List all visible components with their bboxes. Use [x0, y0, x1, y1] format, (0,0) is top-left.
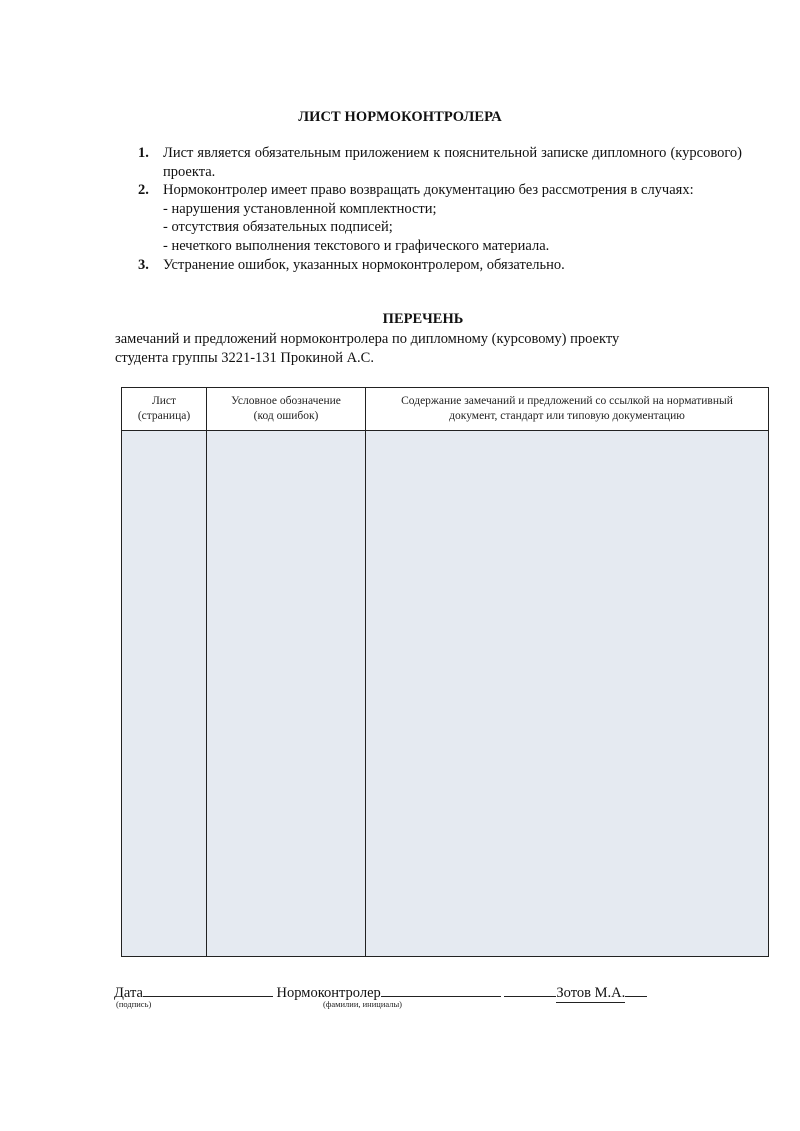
- content-cell[interactable]: [366, 431, 769, 957]
- controller-label: Нормоконтролер: [276, 985, 381, 1001]
- rule-number: 2.: [138, 182, 149, 199]
- rule-item-2: [136, 181, 742, 255]
- list-subtitle-line: замечаний и предложений нормоконтролера по дипломному (курсовому) проекту: [115, 331, 620, 347]
- rule-sub-item: - нечеткого выполнения текстового и графического материала.: [163, 237, 550, 254]
- controller-signature-line[interactable]: [381, 982, 501, 997]
- rule-text: Лист является обязательным приложением к пояснительной записке дипломного (курсового) проекта.: [163, 145, 742, 180]
- rule-number: 3.: [138, 256, 149, 273]
- rule-sub-item: - отсутствия обязательных подписей;: [163, 219, 393, 236]
- name-prefix-line: [504, 982, 556, 997]
- table-row: [122, 431, 769, 957]
- header-line: Условное обозначение: [231, 395, 341, 407]
- remarks-table: [121, 387, 769, 957]
- page-title: ЛИСТ НОРМОКОНТРОЛЕРА: [298, 109, 502, 125]
- signature-hint: (подпись): [116, 999, 152, 1009]
- column-header-code: [207, 388, 366, 431]
- list-subtitle-line: студента группы 3221-131 Прокиной А.С.: [115, 350, 374, 366]
- rule-sub-item: - нарушения установленной комплектности;: [163, 200, 437, 217]
- code-cell[interactable]: [207, 431, 366, 957]
- rule-number: 1.: [138, 145, 149, 161]
- header-line: документ, стандарт или типовую документацию: [449, 410, 685, 422]
- rule-text: Нормоконтролер имеет право возвращать документацию без рассмотрения в случаях:: [163, 182, 694, 199]
- column-header-sheet: [122, 388, 207, 431]
- name-suffix-line: [625, 982, 647, 997]
- controller-name: Зотов М.А.: [556, 985, 626, 1001]
- header-line: (код ошибок): [253, 410, 319, 422]
- list-heading: ПЕРЕЧЕНЬ: [382, 311, 464, 327]
- rules-list: [136, 144, 742, 274]
- rule-item-1: [136, 144, 742, 181]
- list-subtitle: [115, 330, 755, 368]
- signature-row: [114, 982, 734, 1003]
- date-signature-line[interactable]: [143, 982, 273, 997]
- header-line: Содержание замечаний и предложений со ссылкой на нормативный: [401, 395, 733, 407]
- table-header-row: [122, 388, 769, 431]
- date-label: Дата: [114, 985, 143, 1001]
- sheet-cell[interactable]: [122, 431, 207, 957]
- name-hint: (фамилии, инициалы): [323, 999, 403, 1009]
- rule-text: Устранение ошибок, указанных нормоконтролером, обязательно.: [163, 256, 565, 273]
- header-line: (страница): [137, 410, 191, 422]
- header-line: Лист: [151, 395, 177, 407]
- rule-item-3: [136, 256, 742, 275]
- column-header-content: [366, 388, 769, 431]
